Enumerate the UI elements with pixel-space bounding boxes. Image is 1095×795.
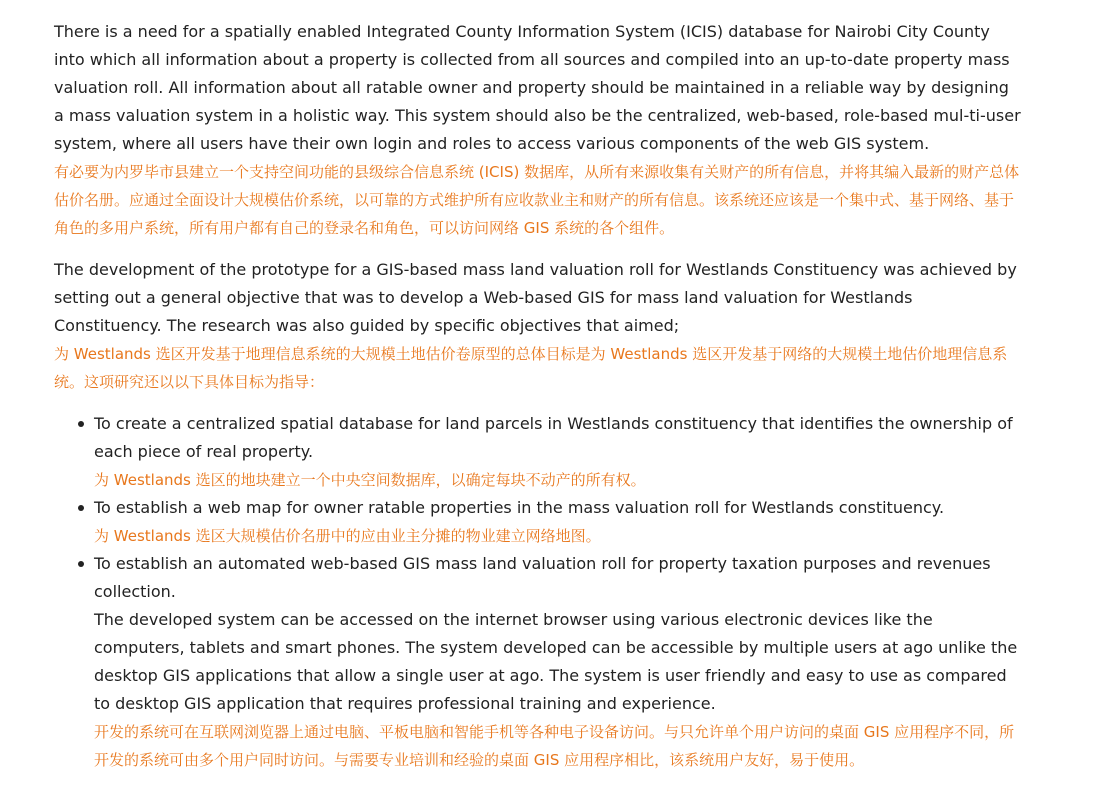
objective-valuation-roll-english: To establish an automated web-based GIS mass land valuation roll for property taxation purposes and revenues collection. [94, 554, 991, 601]
objective-item-valuation-roll [94, 550, 1022, 774]
paragraph-icis-english: There is a need for a spatially enabled Integrated County Information System (ICIS) database for Nairobi City County into which all information about a property is collected from all sources and compiled into an up-to-date property mass valuation roll. All information about all ratable owner and property should be maintained in a reliable way by designing a mass valuation system in a holistic way. This system should also be the centralized, web-based, role-based mul-ti-user system, where all users have their own login and roles to access various components of the web GIS system. [54, 22, 1021, 153]
paragraph-icis-chinese: 有必要为内罗毕市县建立一个支持空间功能的县级综合信息系统 (ICIS) 数据库，从所有来源收集有关财产的所有信息，并将其编入最新的财产总体估价名册。应通过全面设计大规模估价系统，以可靠的方式维护所有应收款业主和财产的所有信息。该系统还应该是一个集中式、基于网络、基于角色的多用户系统，所有用户都有自己的登录名和角色，可以访问网络 GIS 系统的各个组件。 [54, 163, 1020, 237]
objective-valuation-roll-chinese: 开发的系统可在互联网浏览器上通过电脑、平板电脑和智能手机等各种电子设备访问。与只允许单个用户访问的桌面 GIS 应用程序不同，所开发的系统可由多个用户同时访问。与需要专业培训和经验的桌面 GIS 应用程序相比，该系统用户友好，易于使用。 [94, 723, 1015, 769]
paragraph-prototype-chinese: 为 Westlands 选区开发基于地理信息系统的大规模土地估价卷原型的总体目标是为 Westlands 选区开发基于网络的大规模土地估价地理信息系统。这项研究还以以下具体目标为指导： [54, 345, 1008, 391]
objective-item-web-map [94, 494, 1022, 550]
paragraph-prototype-english: The development of the prototype for a GIS-based mass land valuation roll for Westlands Constituency was achieved by setting out a general objective that was to develop a Web-based GIS for mass land valuation for Westlands Constituency. The research was also guided by specific objectives that aimed; [54, 260, 1017, 335]
objective-database-english: To create a centralized spatial database for land parcels in Westlands constituency that identifies the ownership of each piece of real property. [94, 414, 1013, 461]
objective-web-map-english: To establish a web map for owner ratable properties in the mass valuation roll for Westlands constituency. [94, 498, 945, 517]
objective-web-map-chinese: 为 Westlands 选区大规模估价名册中的应由业主分摊的物业建立网络地图。 [94, 527, 601, 545]
document-body [54, 18, 1022, 774]
paragraph-icis [54, 18, 1022, 242]
objectives-list [54, 410, 1022, 774]
paragraph-prototype [54, 256, 1022, 396]
objective-database-chinese: 为 Westlands 选区的地块建立一个中央空间数据库，以确定每块不动产的所有权。 [94, 471, 646, 489]
objective-item-database [94, 410, 1022, 494]
objective-valuation-roll-detail-english: The developed system can be accessed on the internet browser using various electronic devices like the computers, tablets and smart phones. The system developed can be accessible by multiple users at ago unlike the desktop GIS applications that allow a single user at ago. The system is user friendly and easy to use as compared to desktop GIS application that requires professional training and experience. [94, 610, 1018, 713]
